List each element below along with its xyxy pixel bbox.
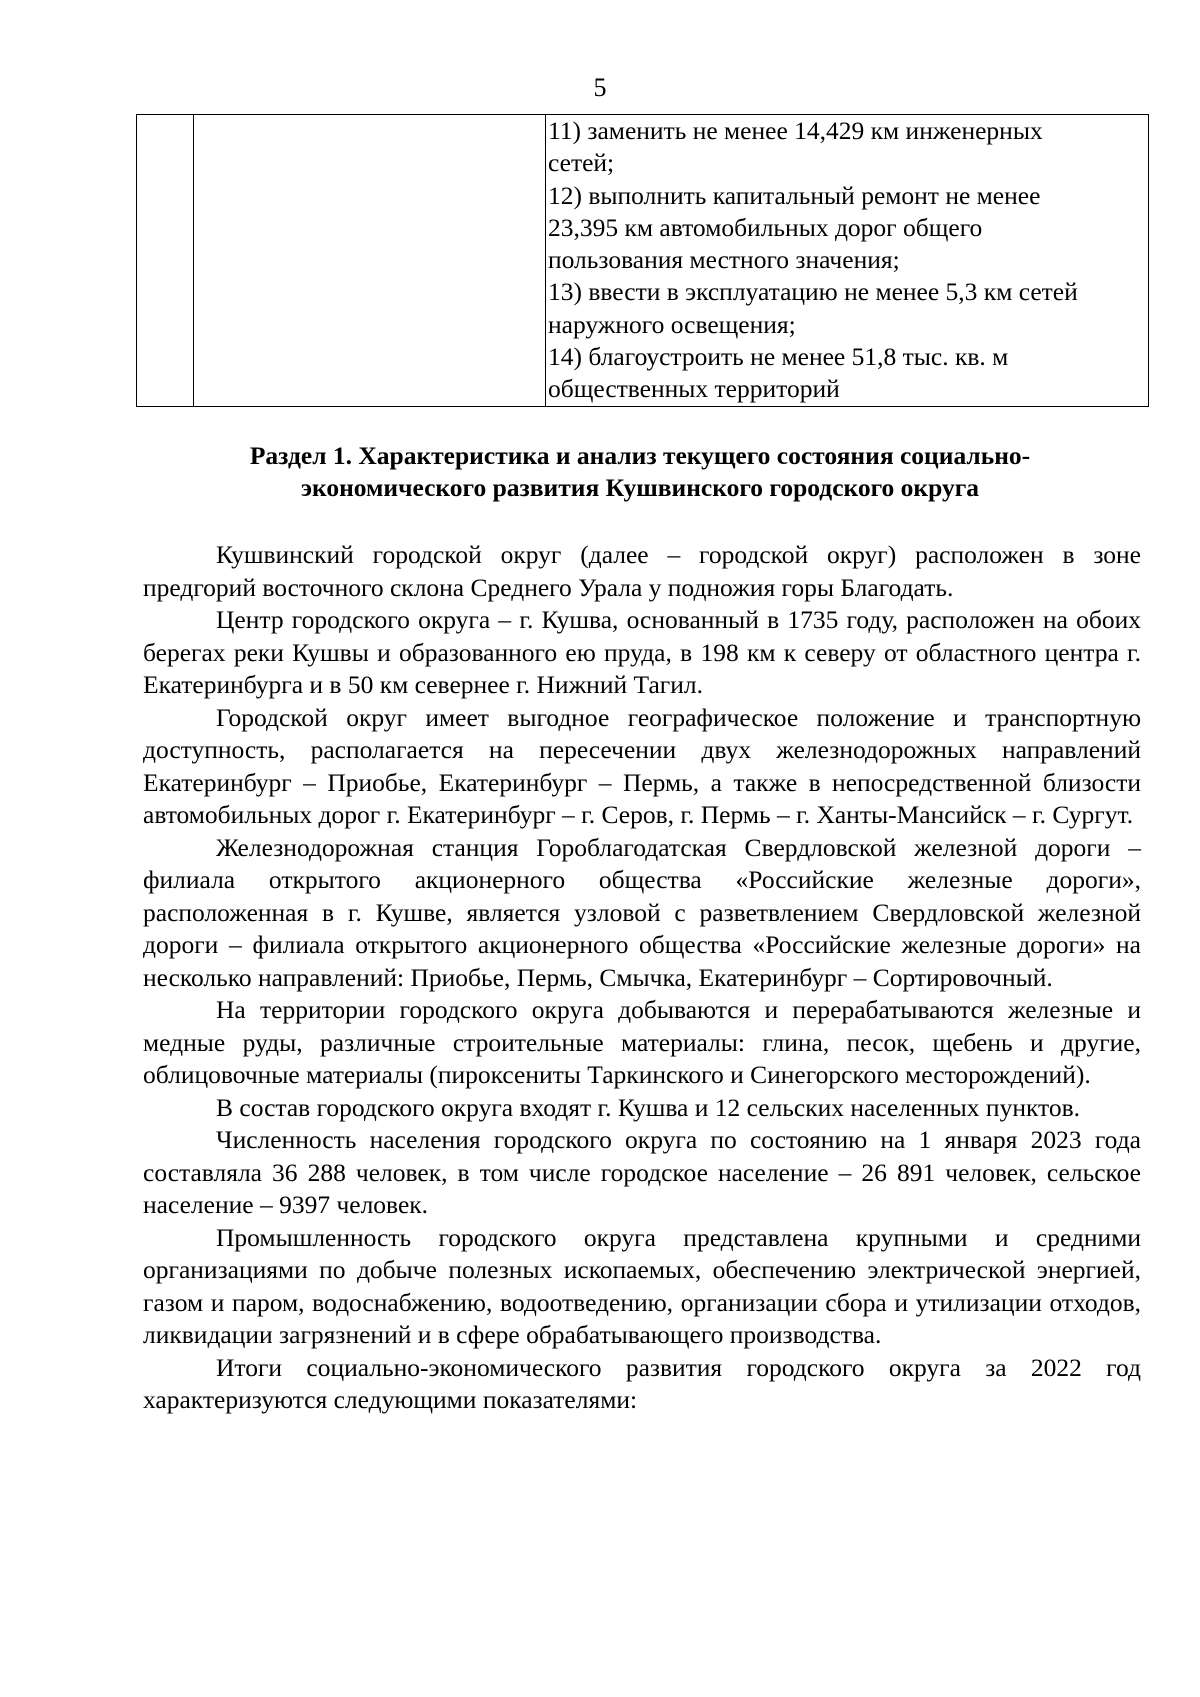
task-line: сетей;: [548, 148, 615, 178]
paragraph: Итоги социально-экономического развития городского округа за 2022 год характеризуются следующими показателями:: [143, 1352, 1141, 1414]
body-text: [143, 539, 1141, 1417]
task-line: 12) выполнить капитальный ремонт не менее: [548, 180, 1041, 210]
task-line: 14) благоустроить не менее 51,8 тыс. кв. м: [548, 342, 1009, 372]
paragraph: Городской округ имеет выгодное географическое положение и транспортную доступность, располагается на пересечении двух железнодорожных направлений Екатеринбург – Приобье, Екатеринбург – Пермь, а также в непосредственной близости автомобильных дорог г. Екатеринбург – г. Серов, г. Пермь – г. Ханты-Мансийск – г. Сургут.: [143, 702, 1141, 829]
paragraph: Промышленность городского округа представлена крупными и средними организациями по добыче полезных ископаемых, обеспечению электрической энергией, газом и паром, водоснабжению, водоотведению, организации сбора и утилизации отходов, ликвидации загрязнений и в сфере обрабатывающего производства.: [143, 1222, 1141, 1349]
section-heading-line: Раздел 1. Характеристика и анализ текущего состояния социально-: [249, 441, 1031, 470]
paragraph: Железнодорожная станция Гороблагодатская Свердловской железной дороги – филиала открытого акционерного общества «Российские железные дороги», расположенная в г. Кушве, является узловой с разветвлением Свердловской железной дороги – филиала открытого акционерного общества «Российские железные дороги» на несколько направлений: Приобье, Пермь, Смычка, Екатеринбург – Сортировочный.: [143, 832, 1141, 992]
table-row: [137, 115, 1149, 407]
table-cell-number: [137, 115, 194, 407]
continuation-table: [136, 114, 1149, 407]
paragraph: В состав городского округа входят г. Кушва и 12 сельских населенных пунктов.: [216, 1092, 1080, 1122]
paragraph: Кушвинский городской округ (далее – городской округ) расположен в зоне предгорий восточного склона Среднего Урала у подножия горы Благодать.: [143, 540, 1141, 602]
table-cell-tasks: [546, 115, 1149, 407]
task-line: 23,395 км автомобильных дорог общего: [548, 212, 983, 242]
task-line: 11) заменить не менее 14,429 км инженерных: [548, 116, 1043, 145]
paragraph: Численность населения городского округа по состоянию на 1 января 2023 года составляла 36 288 человек, в том числе городское население – 26 891 человек, сельское население – 9397 человек.: [143, 1125, 1141, 1219]
task-line: наружного освещения;: [548, 309, 796, 339]
page-number: 5: [593, 73, 607, 102]
paragraph: На территории городского округа добываются и перерабатываются железные и медные руды, различные строительные материалы: глина, песок, щебень и другие, облицовочные материалы (пироксениты Таркинского и Синегорского месторождений).: [143, 995, 1141, 1089]
section-heading-line: экономического развития Кушвинского городского округа: [300, 473, 980, 502]
section-heading: [140, 440, 1140, 504]
task-line: 13) ввести в эксплуатацию не менее 5,3 км сетей: [548, 277, 1078, 307]
table-cell-name: [194, 115, 546, 407]
paragraph: Центр городского округа – г. Кушва, основанный в 1735 году, расположен на обоих берегах реки Кушвы и образованного ею пруда, в 198 км к северу от областного центра г. Екатеринбурга и в 50 км севернее г. Нижний Тагил.: [143, 605, 1141, 699]
task-line: пользования местного значения;: [548, 245, 900, 275]
task-line: общественных территорий: [548, 374, 840, 404]
